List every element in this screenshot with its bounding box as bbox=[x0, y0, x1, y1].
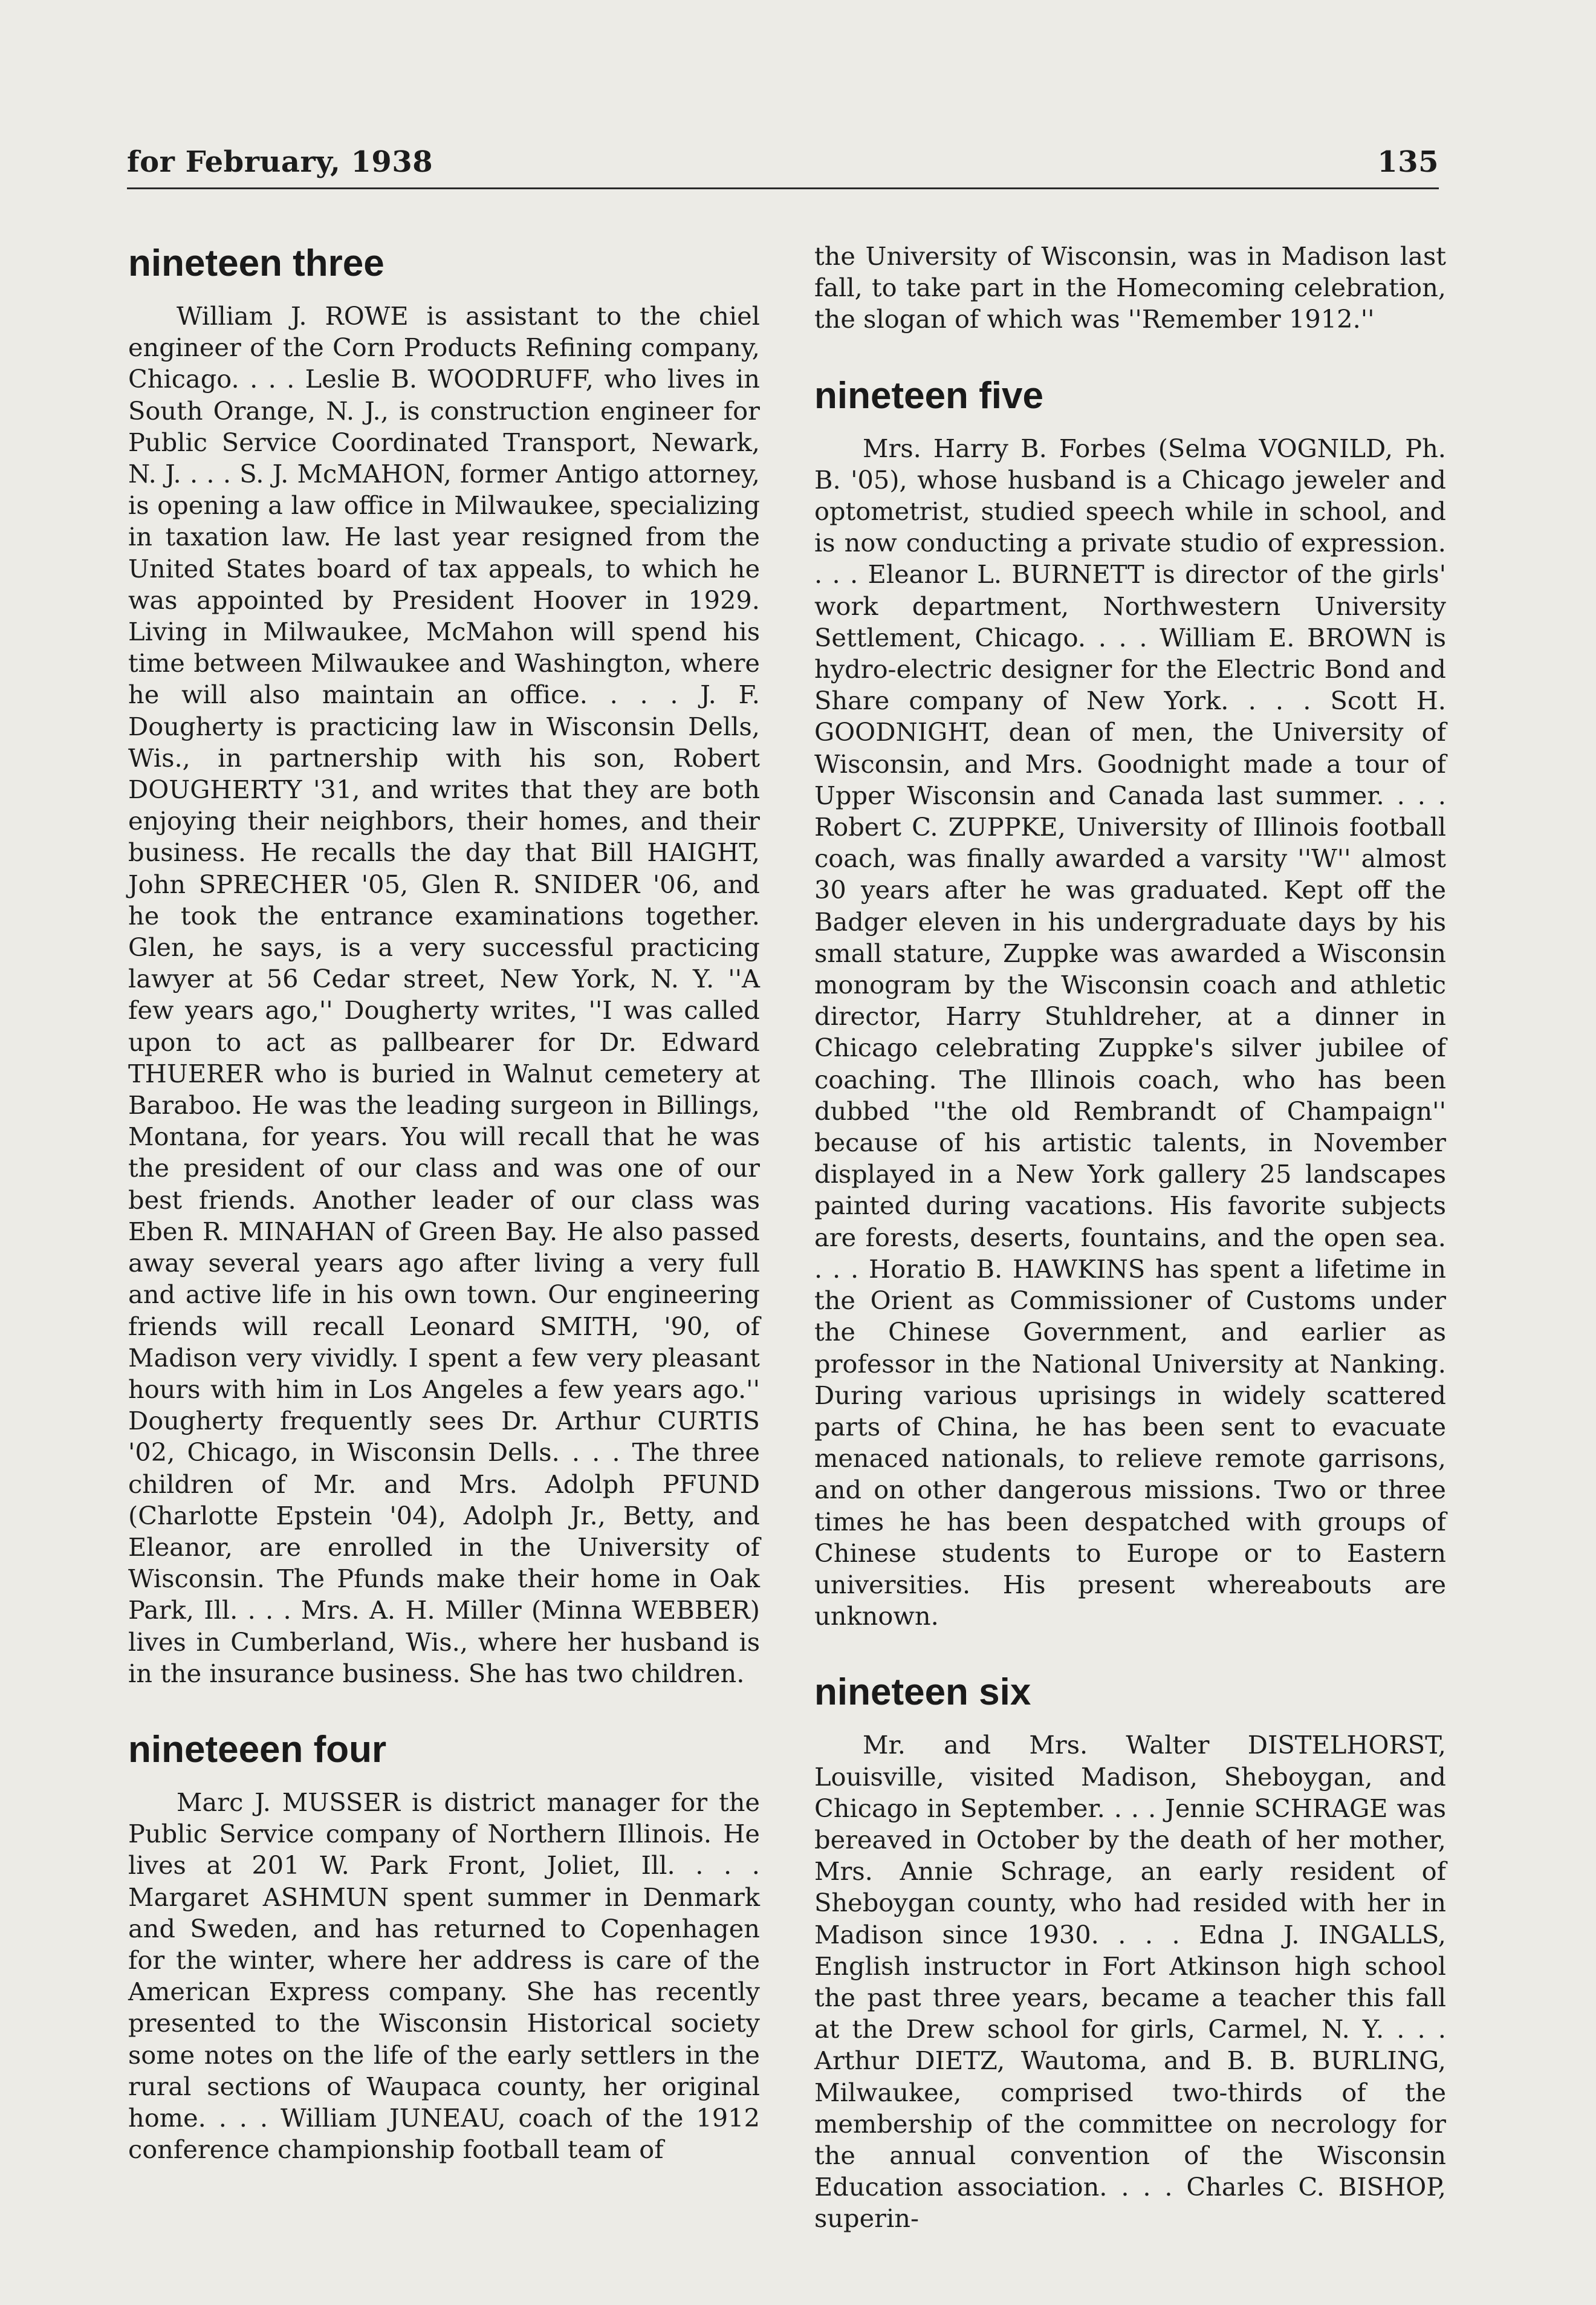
running-title: for February, 1938 bbox=[127, 145, 433, 179]
page-number: 135 bbox=[1377, 145, 1439, 179]
section-text-1905: Mrs. Harry B. Forbes (Selma VOGNILD, Ph. B. '05), whose husband is a Chicago jeweler and optometrist, studied speech while in school, and is now conducting a private studio of expression. . . . Eleanor L. BURNETT is director of the girls' work department, Northwestern University Settlement, Chicago. . . . William E. BROWN is hydro-electric designer for the Electric Bond and Share company of New York. . . . Scott H. GOODNIGHT, dean of men, the University of Wisconsin, and Mrs. Goodnight made a tour of Upper Wisconsin and Canada last summer. . . . Robert C. ZUPPKE, University of Illinois football coach, was finally awarded a varsity ''W'' almost 30 years after he was graduated. Kept off the Badger eleven in his undergraduate days by his small stature, Zuppke was awarded a Wisconsin monogram by the Wisconsin coach and athletic director, Harry Stuhldreher, at a dinner in Chicago celebrating Zuppke's silver jubilee of coaching. The Illinois coach, who has been dubbed ''the old Rembrandt of Champaign'' because of his artistic talents, in November displayed in a New York gallery 25 landscapes painted during vacations. His favorite subjects are forests, deserts, fountains, and the open sea. . . . Horatio B. HAWKINS has spent a lifetime in the Orient as Commissioner of Customs under the Chinese Government, and earlier as professor in the National University at Nanking. During various uprisings in widely scattered parts of China, he has been sent to evacuate menaced nationals, to relieve remote garrisons, and on other dangerous missions. Two or three times he has been despatched with groups of Chinese students to Europe or to Eastern universities. His present whereabouts are unknown. bbox=[814, 433, 1446, 1631]
section-text-1904-continued: the University of Wisconsin, was in Madison last fall, to take part in the Homecoming celebration, the slogan of which was ''Remember 1912.'' bbox=[814, 241, 1446, 334]
left-column bbox=[128, 242, 760, 2165]
section-text-1903: William J. ROWE is assistant to the chiel engineer of the Corn Products Refining company, Chicago. . . . Leslie B. WOODRUFF, who lives in South Orange, N. J., is construction engineer for Public Service Coordinated Transport, Newark, N. J. . . . S. J. McMAHON, former Antigo attorney, is opening a law office in Milwaukee, specializing in taxation law. He last year resigned from the United States board of tax appeals, to which he was appointed by President Hoover in 1929. Living in Milwaukee, McMahon will spend his time between Milwaukee and Washington, where he will also maintain an office. . . . J. F. Dougherty is practicing law in Wisconsin Dells, Wis., in partnership with his son, Robert DOUGHERTY '31, and writes that they are both enjoying their neighbors, their homes, and their business. He recalls the day that Bill HAIGHT, John SPRECHER '05, Glen R. SNIDER '06, and he took the entrance examinations together. Glen, he says, is a very successful practicing lawyer at 56 Cedar street, New York, N. Y. ''A few years ago,'' Dougherty writes, ''I was called upon to act as pallbearer for Dr. Edward THUERER who is buried in Walnut cemetery at Baraboo. He was the leading surgeon in Billings, Montana, for years. You will recall that he was the president of our class and was one of our best friends. Another leader of our class was Eben R. MINAHAN of Green Bay. He also passed away several years ago after living a very full and active life in his own town. Our engineering friends will recall Leonard SMITH, '90, of Madison very vividly. I spent a few very pleasant hours with him in Los Angeles a few years ago.'' Dougherty frequently sees Dr. Arthur CURTIS '02, Chicago, in Wisconsin Dells. . . . The three children of Mr. and Mrs. Adolph PFUND (Charlotte Epstein '04), Adolph Jr., Betty, and Eleanor, are enrolled in the University of Wisconsin. The Pfunds make their home in Oak Park, Ill. . . . Mrs. A. H. Miller (Minna WEBBER) lives in Cumberland, Wis., where her husband is in the insurance business. She has two children. bbox=[128, 301, 760, 1688]
section-text-1904: Marc J. MUSSER is district manager for the Public Service company of Northern Illinois. He lives at 201 W. Park Front, Joliet, Ill. . . . Margaret ASHMUN spent summer in Denmark and Sweden, and has returned to Copenhagen for the winter, where her address is care of the American Express company. She has recently presented to the Wisconsin Historical society some notes on the life of the early settlers in the rural sections of Waupaca county, her original home. . . . William JUNEAU, coach of the 1912 conference championship football team of bbox=[128, 1787, 760, 2165]
section-title-1904: nineteeen four bbox=[128, 1728, 387, 1770]
section-title-1906: nineteen six bbox=[814, 1671, 1031, 1714]
section-title-1903: nineteen three bbox=[128, 242, 384, 284]
section-text-1906: Mr. and Mrs. Walter DISTELHORST, Louisville, visited Madison, Sheboygan, and Chicago in September. . . . Jennie SCHRAGE was bereaved in October by the death of her mother, Mrs. Annie Schrage, an early resident of Sheboygan county, who had resided with her in Madison since 1930. . . . Edna J. INGALLS, English instructor in Fort Atkinson high school the past three years, became a teacher this fall at the Drew school for girls, Carmel, N. Y. . . . Arthur DIETZ, Wautoma, and B. B. BURLING, Milwaukee, comprised two-thirds of the membership of the committee on necrology for the annual convention of the Wisconsin Education association. . . . Charles C. BISHOP, superin- bbox=[814, 1730, 1446, 2234]
section-title-1905: nineteen five bbox=[814, 374, 1043, 417]
page-header bbox=[127, 139, 1439, 189]
right-column bbox=[814, 241, 1446, 2235]
